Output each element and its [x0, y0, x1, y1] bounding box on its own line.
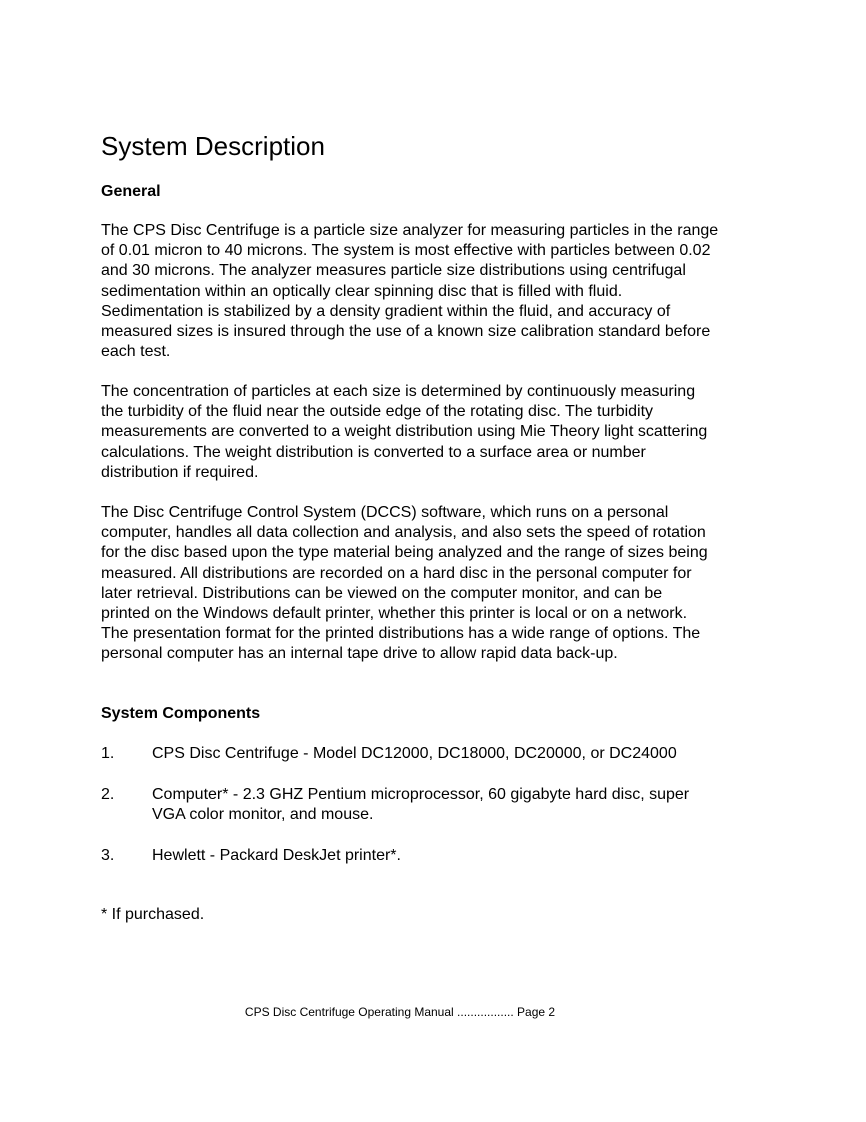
- section-heading-system-components: System Components: [101, 705, 261, 722]
- paragraph-line: The CPS Disc Centrifuge is a particle size analyzer for measuring particles in the range: [101, 222, 719, 239]
- paragraph-line: Sedimentation is stabilized by a density gradient within the fluid, and accuracy of: [101, 302, 671, 320]
- page-footer: CPS Disc Centrifuge Operating Manual ................. Page 2: [244, 1005, 556, 1019]
- footnote: * If purchased.: [101, 906, 205, 923]
- paragraph-line: each test.: [101, 343, 171, 361]
- paragraph-line: measured sizes is insured through the use of a known size calibration standard before: [101, 323, 711, 341]
- paragraph-line: The concentration of particles at each size is determined by continuously measuring: [101, 383, 696, 400]
- paragraph-line: calculations. The weight distribution is converted to a surface area or number: [101, 443, 646, 461]
- list-item-line: Computer* - 2.3 GHZ Pentium microprocessor, 60 gigabyte hard disc, super: [152, 786, 690, 803]
- paragraph-line: The Disc Centrifuge Control System (DCCS) software, which runs on a personal: [101, 504, 669, 521]
- paragraph-line: measurements are converted to a weight distribution using Mie Theory light scattering: [101, 423, 708, 441]
- paragraph-line: measured. All distributions are recorded on a hard disc in the personal computer for: [101, 564, 692, 582]
- list-item-line: Hewlett - Packard DeskJet printer*.: [152, 847, 401, 864]
- section-heading-general: General: [101, 183, 161, 200]
- paragraph-line: later retrieval. Distributions can be viewed on the computer monitor, and can be: [101, 584, 663, 602]
- list-item-line: VGA color monitor, and mouse.: [152, 806, 374, 824]
- list-item-number: 3.: [101, 847, 115, 864]
- list-item-number: 1.: [101, 745, 115, 762]
- paragraph-line: of 0.01 micron to 40 microns. The system is most effective with particles between 0.02: [101, 242, 711, 260]
- paragraph-concentration: [101, 382, 769, 483]
- paragraph-intro: [101, 221, 769, 362]
- list-item-line: CPS Disc Centrifuge - Model DC12000, DC18000, DC20000, or DC24000: [152, 745, 677, 762]
- paragraph-line: The presentation format for the printed distributions has a wide range of options. The: [101, 625, 701, 643]
- paragraph-line: distribution if required.: [101, 463, 259, 481]
- paragraph-line: the turbidity of the fluid near the outside edge of the rotating disc. The turbidity: [101, 403, 654, 421]
- list-item-text: [152, 744, 772, 764]
- paragraph-line: computer, handles all data collection and analysis, and also sets the speed of rotation: [101, 524, 706, 542]
- page-title: System Description: [101, 131, 325, 161]
- paragraph-line: sedimentation within an optically clear spinning disc that is filled with fluid.: [101, 282, 623, 300]
- paragraph-line: personal computer has an internal tape drive to allow rapid data back-up.: [101, 645, 618, 663]
- list-item-text: [152, 846, 772, 866]
- paragraph-line: and 30 microns. The analyzer measures particle size distributions using centrifugal: [101, 262, 686, 280]
- paragraph-line: for the disc based upon the type material being analyzed and the range of sizes being: [101, 544, 708, 562]
- paragraph-line: printed on the Windows default printer, whether this printer is local or on a network.: [101, 605, 688, 623]
- list-item-number: 2.: [101, 786, 115, 803]
- paragraph-software: [101, 503, 769, 665]
- list-item-text: [152, 785, 772, 825]
